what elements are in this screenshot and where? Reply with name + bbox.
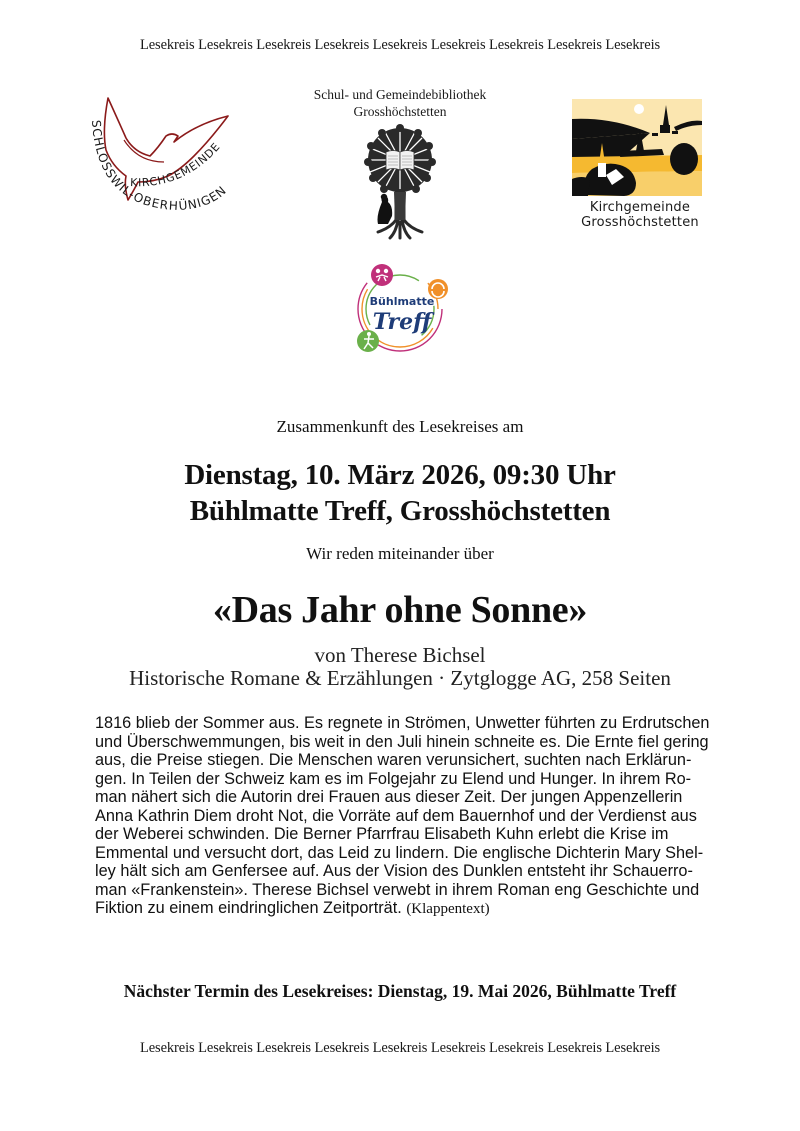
library-title-line2: Grosshöchstetten	[353, 104, 447, 119]
event-intro: Zusammenkunft des Lesekreises am	[276, 417, 524, 436]
logo-buehlmatte-treff	[348, 255, 452, 359]
village-landscape-icon	[572, 99, 702, 196]
book-author: von Therese Bichsel	[314, 643, 486, 667]
blurb-line: aus, die Preise stiegen. Die Menschen waren verunsichert, suchten nach Erklärun-	[95, 751, 692, 769]
header-repeat-text: Lesekreis Lesekreis Lesekreis Lesekreis Lesekreis Lesekreis Lesekreis Lesekreis Lesekreis	[139, 37, 661, 53]
blurb-line-last	[95, 899, 710, 919]
footer-repeat-text: Lesekreis Lesekreis Lesekreis Lesekreis Lesekreis Lesekreis Lesekreis Lesekreis Lesekreis	[139, 1040, 661, 1056]
book-blurb	[95, 714, 710, 919]
buehlmatte-treff-icon	[348, 255, 452, 359]
library-title-line1: Schul- und Gemeindebibliothek	[313, 87, 487, 102]
logo-kirchgemeinde-grosshoechstetten	[530, 96, 750, 230]
blurb-line-text: Fiktion zu einem eindringlichen Zeitporträt.	[95, 899, 402, 917]
tree-book-icon	[360, 124, 440, 240]
blurb-line: man «Frankenstein». Therese Bichsel verwebt in ihrem Roman eng Geschichte und	[95, 880, 700, 899]
svg-text:Bühlmatte: Bühlmatte	[369, 295, 435, 308]
blurb-line: Anna Kathrin Diem droht Not, die Vorräte auf dem Bauernhof und der Verdienst aus	[95, 806, 697, 825]
blurb-line: 1816 blieb der Sommer aus. Es regnete in Strömen, Unwetter führten zu Erdrutschen	[95, 714, 710, 732]
logo-library	[280, 86, 520, 246]
book-title: «Das Jahr ohne Sonne»	[212, 589, 588, 631]
event-place: Bühlmatte Treff, Grosshöchstetten	[189, 495, 611, 527]
event-date: Dienstag, 10. März 2026, 09:30 Uhr	[184, 459, 616, 491]
talk-intro: Wir reden miteinander über	[306, 544, 494, 563]
blurb-line: und Überschwemmungen, bis weit in den Juli hinein schneite es. Die Ernte fiel gering	[95, 732, 709, 751]
blurb-line: Emmental und versucht dort, das Leid zu lindern. Die englische Dichterin Mary Shel-	[95, 843, 704, 862]
blurb-source: (Klappentext)	[406, 901, 490, 917]
blurb-line: gen. In Teilen der Schweiz kam es im Folgejahr zu Elend und Hunger. In ihrem Ro-	[95, 769, 692, 788]
next-meeting: Nächster Termin des Lesekreises: Dienstag, 19. Mai 2026, Bühlmatte Treff	[123, 981, 677, 1001]
logo-kirchgemeinde-schlosswil	[78, 90, 248, 220]
blurb-line: ley hält sich am Genfersee auf. Aus der Vision des Dunklen entsteht ihr Schauerro-	[95, 862, 693, 880]
book-meta: Historische Romane & Erzählungen · Zytglogge AG, 258 Seiten	[129, 666, 671, 690]
dove-icon	[78, 90, 248, 220]
svg-text:KIRCHGEMEINDE: KIRCHGEMEINDE	[129, 140, 223, 190]
blurb-line: der Weberei schwinden. Die Berner Pfarrfrau Elisabeth Kuhn erlebt die Krise im	[95, 825, 669, 843]
blurb-line: man nähert sich die Autorin drei Frauen aus dieser Zeit. Der jungen Appenzellerin	[95, 788, 683, 806]
kirchgemeinde-grosshoechstetten-caption: Kirchgemeinde Grosshöchstetten	[581, 200, 699, 230]
svg-text:Treff: Treff	[372, 309, 432, 335]
svg-text:SCHLOSSWIL-OBERHÜNIGEN: SCHLOSSWIL-OBERHÜNIGEN	[88, 119, 230, 214]
